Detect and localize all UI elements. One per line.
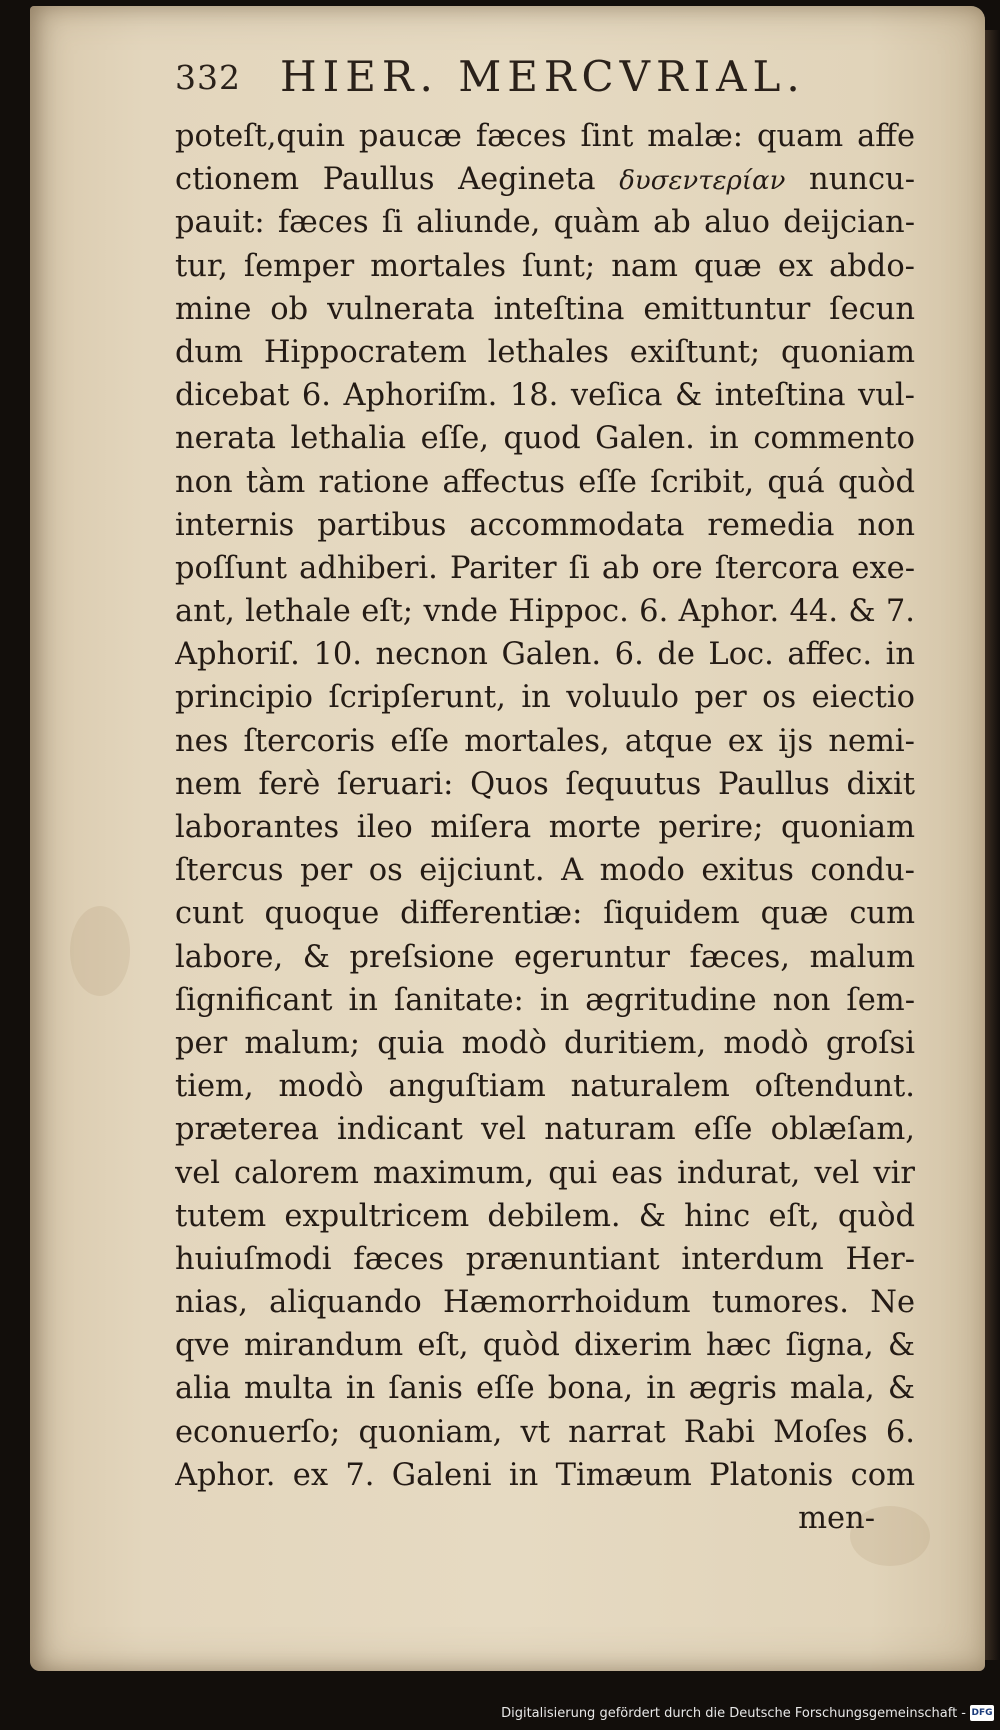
text-line: nerata lethalia eſſe, quod Galen. in commento	[175, 421, 915, 457]
text-line: poteſt,quin paucæ fæces ſint malæ: quam affe	[175, 119, 915, 154]
text-line-with-greek	[175, 158, 915, 201]
paper-stain	[70, 906, 130, 996]
text-line: tur, ſemper mortales ſunt; nam quæ ex abdo-	[175, 248, 915, 284]
text-line: dum Hippocratem lethales exiſtunt; quoniam	[175, 334, 915, 370]
greek-phrase: δυσεντερίαν	[619, 166, 786, 197]
text-line: Aphor. ex 7. Galeni in Timæum Platonis com	[175, 1457, 915, 1493]
text-line: Aphoriſ. 10. necnon Galen. 6. de Loc. affec. in	[175, 637, 915, 673]
text-line: ant, lethale eſt; vnde Hippoc. 6. Aphor. 44. & 7.	[175, 594, 915, 630]
text-line: tutem expultricem debilem. & hinc eſt, quòd	[175, 1198, 915, 1234]
text-line: ſignificant in ſanitate: in ægritudine non ſem-	[175, 982, 915, 1018]
text-line: econuerſo; quoniam, vt narrat Rabi Moſes 6.	[175, 1414, 915, 1450]
running-head	[175, 52, 875, 108]
text-line: qve mirandum eſt, quòd dixerim hæc ſigna, &	[175, 1328, 915, 1364]
text-line: ſtercus per os eijciunt. A modo exitus condu-	[175, 853, 915, 889]
text-line-segment: ctionem Paullus Aegineta	[175, 162, 596, 198]
text-line: præterea indicant vel naturam eſſe oblæſam,	[175, 1112, 915, 1148]
text-line: poſſunt adhiberi. Pariter ſi ab ore ſtercora exe-	[175, 550, 915, 586]
text-line: non tàm ratione affectus eſſe ſcribit, quá quòd	[175, 464, 915, 500]
text-line: laborantes ileo miſera morte perire; quoniam	[175, 810, 915, 845]
text-line: dicebat 6. Aphoriſm. 18. veſica & inteſtina vul-	[175, 378, 915, 414]
funding-note: Digitalisierung gefördert durch die Deutsche Forschungsgemeinschaft -	[501, 1706, 966, 1721]
dfg-logo: DFG	[970, 1705, 994, 1721]
text-line: tiem, modò anguſtiam naturalem oſtendunt.	[175, 1069, 915, 1105]
text-line-segment: nuncu-	[809, 162, 915, 198]
page-number: 332	[175, 58, 241, 97]
body-text	[175, 115, 915, 1540]
text-line: pauit: fæces ſi aliunde, quàm ab aluo deijcian-	[175, 205, 915, 241]
text-line: mine ob vulnerata inteſtina emittuntur ſecun	[175, 291, 915, 327]
text-line: alia multa in ſanis eſſe bona, in ægris mala, &	[175, 1371, 915, 1407]
digitization-footer	[0, 1702, 1000, 1726]
text-line: nias, aliquando Hæmorrhoidum tumores. Ne	[175, 1285, 915, 1321]
text-line: labore, & preſsione egeruntur fæces, malum	[175, 939, 915, 975]
text-line: vel calorem maximum, qui eas indurat, vel vir	[175, 1155, 915, 1191]
text-line: nes ſtercoris eſſe mortales, atque ex ijs nemi-	[175, 723, 915, 759]
text-line: cunt quoque differentiæ: ſiquidem quæ cum	[175, 896, 915, 932]
text-line: nem ferè ſeruari: Quos ſequutus Paullus dixit	[175, 766, 915, 802]
text-line: internis partibus accommodata remedia non	[175, 507, 915, 543]
catchword: men-	[798, 1501, 875, 1536]
text-line: principio ſcripſerunt, in voluulo per os eiectio	[175, 680, 915, 716]
text-line: huiuſmodi fæces prænuntiant interdum Her-	[175, 1241, 915, 1277]
running-title: HIER. MERCVRIAL.	[280, 52, 806, 101]
text-line: per malum; quia modò duritiem, modò groſsi	[175, 1025, 915, 1061]
page-edge	[985, 30, 1000, 1660]
